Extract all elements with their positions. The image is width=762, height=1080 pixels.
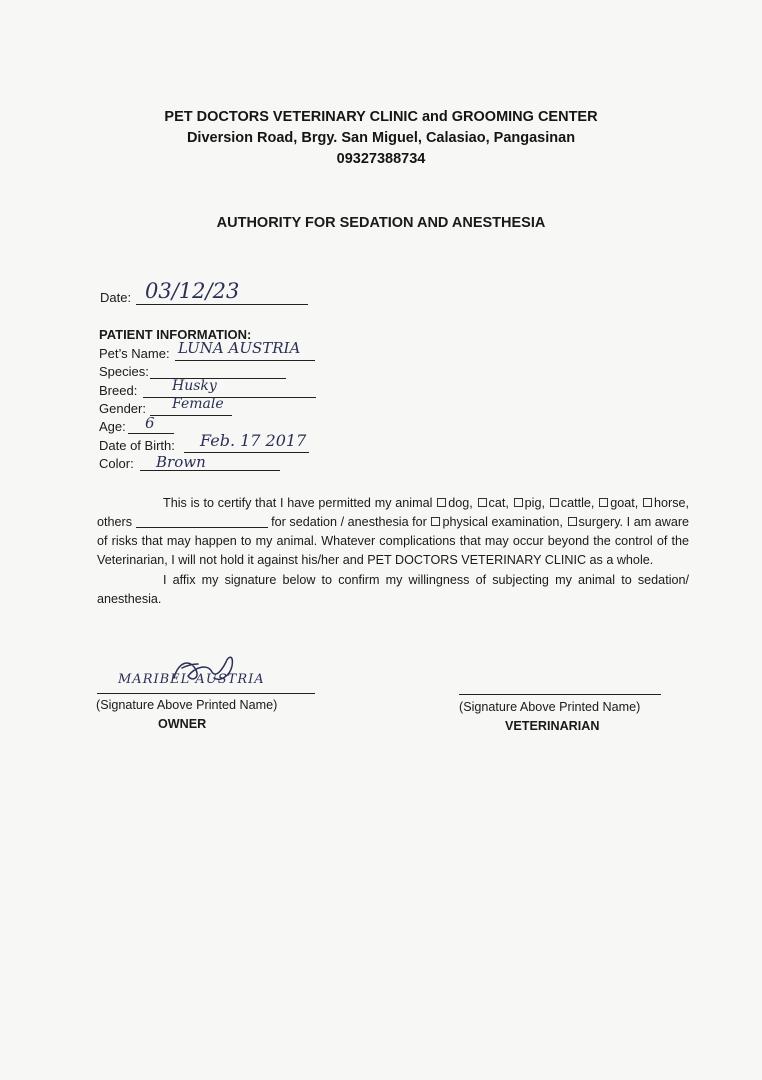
gender-value: Female — [172, 396, 224, 412]
gender-line — [150, 415, 232, 416]
age-line — [128, 433, 174, 434]
pig-checkbox[interactable] — [514, 498, 523, 507]
clinic-phone: 09327388734 — [336, 151, 426, 167]
age-label: Age: — [99, 419, 126, 434]
vet-role-label: VETERINARIAN — [505, 719, 600, 733]
owner-signature-caption: (Signature Above Printed Name) — [96, 698, 278, 712]
dog-checkbox[interactable] — [437, 498, 446, 507]
breed-value: Husky — [172, 378, 217, 394]
horse-others-option: horse, others — [97, 496, 690, 529]
species-line — [150, 378, 286, 379]
date-line — [136, 304, 308, 305]
consent-statement — [97, 494, 689, 609]
age-value: 6 — [145, 414, 155, 432]
affix-signature-text: I affix my signature below to confirm my willingness of subjecting my animal to sedation/ anesthesia. — [97, 573, 689, 606]
date-value: 03/12/23 — [145, 279, 240, 303]
color-value: Brown — [156, 453, 206, 471]
horse-checkbox[interactable] — [643, 498, 652, 507]
for-sedation-text: for sedation / anesthesia for — [271, 515, 427, 529]
patient-info-heading: PATIENT INFORMATION: — [99, 327, 252, 342]
dog-option: dog, — [448, 496, 473, 510]
pet-name-label: Pet’s Name: — [99, 346, 170, 361]
cattle-checkbox[interactable] — [550, 498, 559, 507]
surgery-checkbox[interactable] — [568, 517, 577, 526]
physical-exam-option: physical examination, — [442, 515, 563, 529]
pet-name-value: LUNA AUSTRIA — [178, 339, 301, 357]
consent-intro: This is to certify that I have permitted my animal — [163, 496, 433, 510]
gender-label: Gender: — [99, 401, 146, 416]
goat-option: goat, — [610, 496, 639, 510]
surgery-option: surgery. — [578, 515, 624, 529]
owner-printed-name: MARIBEL AUSTRIA — [118, 672, 265, 687]
breed-label: Breed: — [99, 383, 138, 398]
cat-checkbox[interactable] — [478, 498, 487, 507]
species-label: Species: — [99, 364, 149, 379]
pet-name-line — [175, 360, 315, 361]
document-title: AUTHORITY FOR SEDATION AND ANESTHESIA — [216, 215, 546, 231]
physical-exam-checkbox[interactable] — [431, 517, 440, 526]
others-blank[interactable] — [136, 527, 268, 528]
cattle-option: cattle, — [560, 496, 595, 510]
dob-value: Feb. 17 2017 — [200, 431, 307, 450]
clinic-name: PET DOCTORS VETERINARY CLINIC and GROOMING CENTER — [164, 109, 598, 125]
vet-signature-line — [459, 694, 661, 695]
vet-signature-caption: (Signature Above Printed Name) — [459, 700, 641, 714]
dob-label: Date of Birth: — [99, 438, 175, 453]
breed-line — [143, 397, 316, 398]
consent-risk-text: I am aware of risks that may happen to my animal. Whatever complications that may occur beyond the control of the Veterinarian, I will not hold it against his/her and PET DOCTORS VETERINARY CLINIC as a whole. — [97, 515, 690, 567]
clinic-address: Diversion Road, Brgy. San Miguel, Calasiao, Pangasinan — [186, 130, 576, 146]
owner-role-label: OWNER — [158, 717, 207, 731]
cat-option: cat, — [488, 496, 509, 510]
date-label: Date: — [100, 290, 132, 305]
owner-signature-line — [97, 693, 315, 694]
goat-checkbox[interactable] — [599, 498, 608, 507]
pig-option: pig, — [524, 496, 545, 510]
color-label: Color: — [99, 456, 134, 471]
